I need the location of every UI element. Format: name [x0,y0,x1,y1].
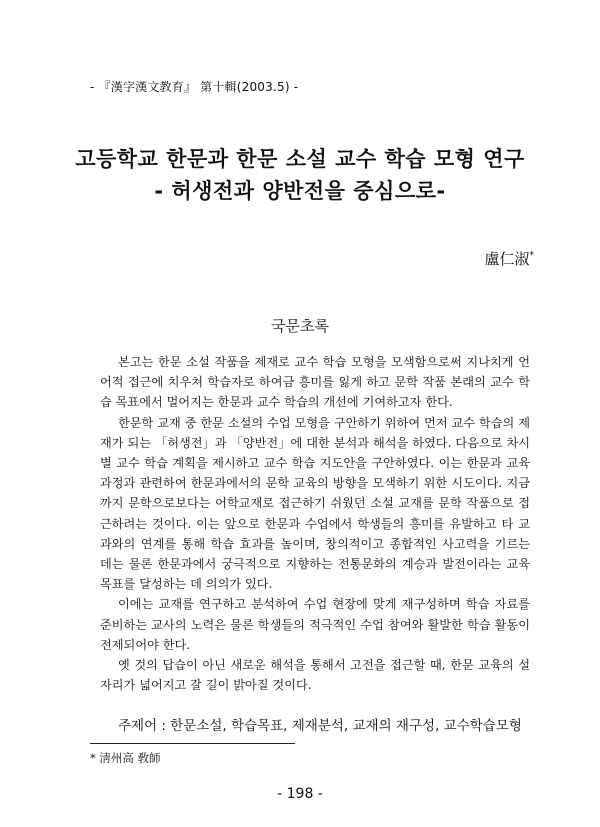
abstract-body [100,352,530,695]
abstract-paragraph: 이에는 교재를 연구하고 분석하여 수업 현장에 맞게 재구성하며 학습 자료를 준비하는 교사의 노력은 물론 학생들의 적극적인 수업 참여와 활발한 학습 활동이 전제되어야 한다. [100,597,530,652]
paper-subtitle: - 허생전과 양반전을 중심으로- [154,179,446,203]
keywords: 주제어 : 한문소설, 학습목표, 제재분석, 교재의 재구성, 교수학습모형 [118,718,522,734]
footnote-divider [90,743,295,744]
author-name: 盧仁淑 [484,250,530,268]
author-footnote-mark: * [529,251,534,261]
page-number: - 198 - [277,786,323,802]
abstract-paragraph: 본고는 한문 소설 작품을 제재로 교수 학습 모형을 모색함으로써 지나치게 언어적 접근에 치우쳐 학습자로 하여금 흥미를 잃게 하고 문학 작품 본래의 교수 학습 목표에서 멀어지는 한문과 교수 학습의 개선에 기여하고자 한다. [100,355,530,410]
abstract-heading: 국문초록 [271,317,329,335]
paper-title: 고등학교 한문과 한문 소설 교수 학습 모형 연구 [75,147,525,171]
abstract-paragraph: 옛 것의 답습이 아닌 새로운 해석을 통해서 고전을 접근할 때, 한문 교육의 설자리가 넓어지고 갈 길이 밝아질 것이다. [100,658,530,693]
running-header: - 『漢字漢文教育』 第十輯(2003.5) - [90,80,299,94]
author [484,248,534,269]
abstract-paragraph: 한문학 교재 중 한문 소설의 수업 모형을 구안하기 위하여 먼저 교수 학습의 제재가 되는 「허생전」과 「양반전」에 대한 분석과 해석을 하였다. 다음으로 차시별 교수 학습 계획을 제시하고 교수 학습 지도안을 구안하였다. 이는 한문과 교육과정과 관련하여 한문과에서의 문학 교육의 방향을 모색하기 위한 시도이다. 지금까지 문학으로보다는 어학교재로 접근하기 쉬웠던 소설 교재를 문학 작품으로 접근하려는 것이다. 이는 앞으로 한문과 수업에서 학생들의 흥미를 유발하고 타 교과와의 연계를 통해 학습 효과를 높이며, 창의적이고 종합적인 사고력을 기르는 데는 물론 한문과에서 궁극적으로 지향하는 전통문화의 계승과 발전이라는 교육 목표를 달성하는 데 의의가 있다. [100,415,530,592]
footnote: * 淸州高 敎師 [90,751,161,765]
